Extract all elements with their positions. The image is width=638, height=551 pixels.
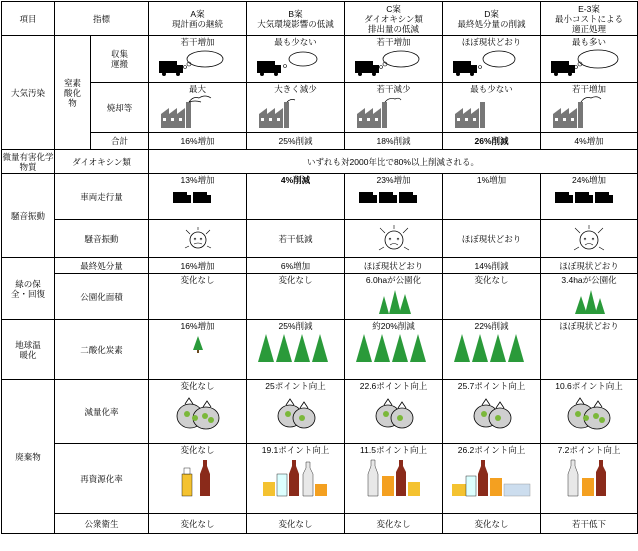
- park-e: 3.4haが公園化: [541, 274, 638, 320]
- collection-c: 若干増加: [345, 36, 443, 83]
- garbage-bags-icon: [247, 392, 344, 432]
- truck-cloud-icon: [443, 47, 540, 77]
- category-waste: 廃棄物: [2, 380, 55, 534]
- indicator-noise: 騒音振動: [55, 220, 149, 258]
- plan-code: D案: [484, 8, 499, 19]
- plan-code: E-3案: [578, 3, 600, 14]
- noise-a: [149, 220, 247, 258]
- factory-smoke-icon: [247, 94, 344, 130]
- trucks-icon: [345, 186, 442, 206]
- indicator-final-disposal: 最終処分量: [55, 258, 149, 274]
- incineration-a: 最大: [149, 83, 247, 133]
- co2-a: 16%増加: [149, 320, 247, 380]
- row-noise: [2, 220, 638, 258]
- reduction-b: 25ポイント向上: [247, 380, 345, 444]
- factory-smoke-icon: [345, 94, 442, 130]
- header-plan-b: [247, 2, 345, 36]
- trees-icon: [345, 332, 442, 366]
- final-e: ほぼ現状どおり: [541, 258, 638, 274]
- traffic-e: 24%増加: [541, 174, 638, 220]
- reduction-c: 22.6ポイント向上: [345, 380, 443, 444]
- plan-code: C案: [386, 3, 401, 14]
- indicator-collection: 収集運搬: [91, 36, 149, 83]
- total-a: 16%増加: [149, 133, 247, 150]
- public-a: 変化なし: [149, 514, 247, 534]
- recycle-b: 19.1ポイント向上: [247, 444, 345, 514]
- row-collection: [2, 36, 638, 83]
- bottles-cans-icon: [247, 456, 344, 500]
- category-air: 大気汚染: [2, 36, 55, 150]
- row-incineration: [2, 83, 638, 133]
- recycle-d: 26.2ポイント向上: [443, 444, 541, 514]
- final-d: 14%削減: [443, 258, 541, 274]
- incineration-e: 若干増加: [541, 83, 638, 133]
- garbage-bags-icon: [541, 392, 637, 432]
- bottles-icon: [149, 456, 246, 500]
- row-air-total: [2, 133, 638, 150]
- category-green: 緑の保全・回復: [2, 258, 55, 320]
- header-plan-d: [443, 2, 541, 36]
- recycle-a: 変化なし: [149, 444, 247, 514]
- reduction-a: 変化なし: [149, 380, 247, 444]
- trees-icon: [541, 286, 637, 316]
- dioxin-text: いずれも対2000年比で80%以上削減される。: [149, 150, 638, 174]
- trees-icon: [443, 332, 540, 366]
- indicator-total: 合計: [91, 133, 149, 150]
- incineration-d: 最も少ない: [443, 83, 541, 133]
- indicator-co2: 二酸化炭素: [55, 320, 149, 380]
- subcategory-nox: 窒素酸化物: [55, 36, 91, 150]
- final-b: 6%増加: [247, 258, 345, 274]
- garbage-bags-icon: [149, 392, 246, 432]
- row-co2: [2, 320, 638, 380]
- public-d: 変化なし: [443, 514, 541, 534]
- park-a: 変化なし: [149, 274, 247, 320]
- collection-a: 若干増加: [149, 36, 247, 83]
- plan-name: 最終処分量の削減: [457, 18, 526, 29]
- park-b: 変化なし: [247, 274, 345, 320]
- header-row: [2, 2, 638, 36]
- collection-b: 最も少ない: [247, 36, 345, 83]
- bottles-cans-icon: [443, 456, 540, 500]
- total-e: 4%増加: [541, 133, 638, 150]
- row-traffic: [2, 174, 638, 220]
- indicator-dioxin: ダイオキシン類: [55, 150, 149, 174]
- factory-icon: [443, 94, 540, 130]
- garbage-bags-icon: [345, 392, 442, 432]
- row-final-disposal: [2, 258, 638, 274]
- indicator-park-area: 公園化面積: [55, 274, 149, 320]
- total-d: 26%削減: [443, 133, 541, 150]
- traffic-c: 23%増加: [345, 174, 443, 220]
- plan-code: A案: [190, 8, 205, 19]
- traffic-b: 4%削減: [247, 174, 345, 220]
- indicator-reduction: 減量化率: [55, 380, 149, 444]
- noisy-face-icon: [149, 226, 246, 252]
- co2-e: ほぼ現状どおり: [541, 320, 638, 380]
- noise-d: ほぼ現状どおり: [443, 220, 541, 258]
- co2-c: 約20%削減: [345, 320, 443, 380]
- header-indicator: 指標: [55, 2, 149, 36]
- reduction-d: 25.7ポイント向上: [443, 380, 541, 444]
- plan-name: 現計画の継続: [172, 18, 224, 29]
- traffic-d: 1%増加: [443, 174, 541, 220]
- total-c: 18%削減: [345, 133, 443, 150]
- noise-e: [541, 220, 638, 258]
- collection-d: ほぼ現状どおり: [443, 36, 541, 83]
- indicator-public-health: 公衆衛生: [55, 514, 149, 534]
- trucks-icon: [149, 186, 246, 206]
- noise-c: [345, 220, 443, 258]
- truck-cloud-icon: [345, 47, 442, 77]
- row-public-health: [2, 514, 638, 534]
- truck-cloud-icon: [541, 47, 637, 77]
- plan-name: 大気環境影響の低減: [257, 18, 334, 29]
- park-d: 変化なし: [443, 274, 541, 320]
- co2-b: 25%削減: [247, 320, 345, 380]
- comparison-table: [1, 1, 638, 534]
- garbage-bags-icon: [443, 392, 540, 432]
- row-dioxin: [2, 150, 638, 174]
- plan-code: B案: [288, 8, 303, 19]
- bottles-icon: [541, 456, 637, 500]
- header-plan-c: [345, 2, 443, 36]
- tree-icon: [149, 332, 246, 354]
- traffic-a: 13%増加: [149, 174, 247, 220]
- header-plan-e: [541, 2, 638, 36]
- category-global: 地球温暖化: [2, 320, 55, 380]
- co2-d: 22%削減: [443, 320, 541, 380]
- trucks-icon: [541, 186, 637, 206]
- indicator-traffic: 車両走行量: [55, 174, 149, 220]
- trees-icon: [247, 332, 344, 366]
- reduction-e: 10.6ポイント向上: [541, 380, 638, 444]
- trees-icon: [345, 286, 442, 316]
- category-micro: 微量有害化学物質: [2, 151, 54, 172]
- bottles-icon: [345, 456, 442, 500]
- public-e: 若干低下: [541, 514, 638, 534]
- header-plan-a: [149, 2, 247, 36]
- public-c: 変化なし: [345, 514, 443, 534]
- noisy-face-icon: [345, 224, 442, 254]
- indicator-recycle: 再資源化率: [55, 444, 149, 514]
- noise-b: 若干低減: [247, 220, 345, 258]
- recycle-c: 11.5ポイント向上: [345, 444, 443, 514]
- noisy-face-icon: [541, 224, 637, 254]
- row-park-area: [2, 274, 638, 320]
- header-item: 項目: [2, 2, 55, 36]
- public-b: 変化なし: [247, 514, 345, 534]
- factory-smoke-icon: [541, 94, 637, 130]
- collection-e: 最も多い: [541, 36, 638, 83]
- truck-cloud-icon: [247, 47, 344, 77]
- park-c: 6.0haが公園化: [345, 274, 443, 320]
- final-a: 16%増加: [149, 258, 247, 274]
- final-c: ほぼ現状どおり: [345, 258, 443, 274]
- plan-name: ダイオキシン類 排出量の低減: [364, 13, 423, 34]
- total-b: 25%削減: [247, 133, 345, 150]
- recycle-e: 7.2ポイント向上: [541, 444, 638, 514]
- incineration-c: 若干減少: [345, 83, 443, 133]
- truck-cloud-icon: [149, 47, 246, 77]
- incineration-b: 大きく減少: [247, 83, 345, 133]
- row-reduction: [2, 380, 638, 444]
- indicator-incineration: 焼却等: [91, 83, 149, 133]
- category-noise: 騒音振動: [2, 174, 55, 258]
- plan-name: 最小コストによる 適正処理: [555, 13, 624, 34]
- row-recycle: [2, 444, 638, 514]
- factory-smoke-icon: [149, 94, 246, 130]
